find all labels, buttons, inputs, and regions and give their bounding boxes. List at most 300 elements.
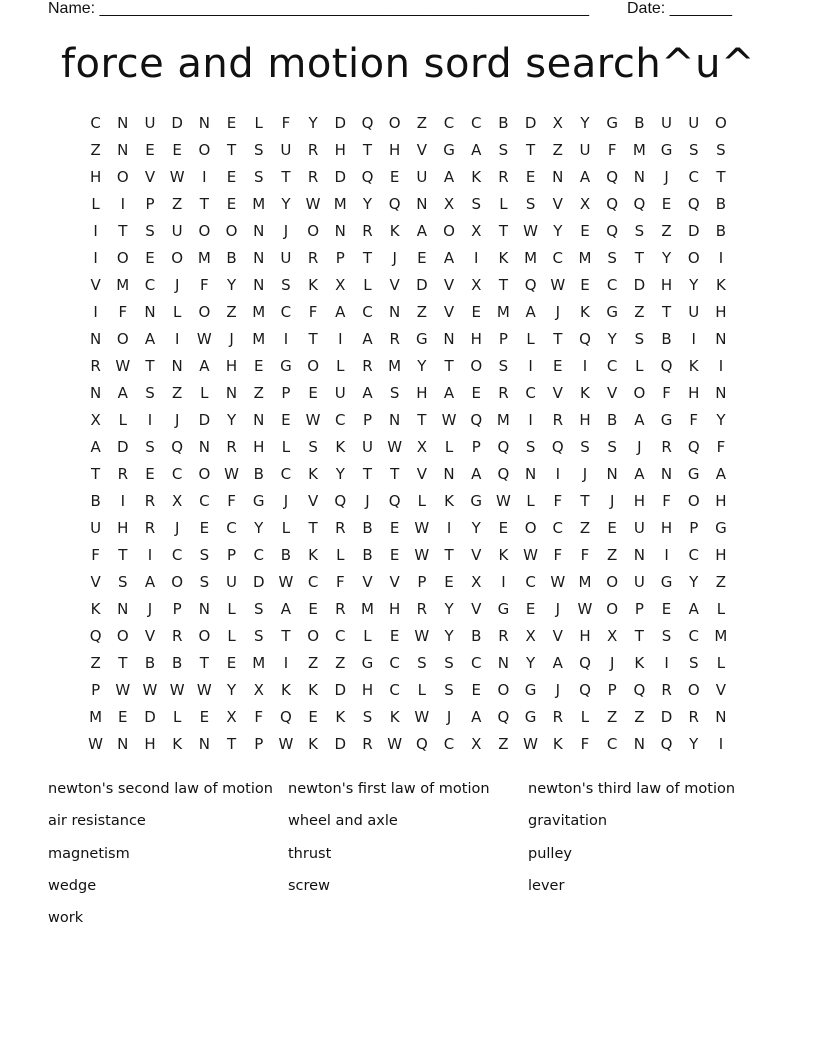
grid-letter: O [225,222,238,240]
grid-letter: K [280,681,291,699]
grid-letter: A [144,330,156,348]
grid-letter: L [580,708,590,726]
grid-letter: A [634,411,645,429]
grid-letter: T [634,249,644,267]
grid-letter: K [308,276,319,294]
grid-letter: J [637,438,642,456]
grid-letter: M [496,303,510,321]
grid-letter: E [607,519,617,537]
grid-letter: Q [497,465,510,483]
grid-letter: Y [226,276,237,294]
grid-letter: L [336,357,345,375]
grid-letter: E [172,141,182,159]
grid-letter: E [308,384,318,402]
grid-letter: J [555,681,560,699]
grid-letter: N [198,735,210,753]
grid-letter: J [229,330,234,348]
grid-letter: X [471,573,482,591]
grid-letter: I [446,519,452,537]
grid-letter: S [417,654,427,672]
grid-letter: B [661,330,672,348]
grid-letter: X [471,222,482,240]
grid-letter: N [198,114,210,132]
grid-letter: S [607,249,617,267]
grid-letter: Y [471,519,481,537]
grid-letter: M [714,627,728,645]
grid-letter: W [387,735,403,753]
grid-letter: Z [607,546,618,564]
grid-letter: V [471,600,482,618]
grid-letter: U [90,519,102,537]
grid-letter: D [416,276,428,294]
grid-letter: C [688,168,699,186]
grid-letter: Z [90,654,101,672]
grid-letter: Q [579,681,591,699]
grid-letter: U [416,168,428,186]
grid-letter: J [365,492,370,510]
grid-letter: S [634,330,645,348]
grid-letter: E [308,600,318,618]
grid-letter: N [253,411,265,429]
grid-letter: R [416,600,428,618]
grid-letter: N [198,600,210,618]
grid-letter: T [362,465,373,483]
grid-letter: V [552,627,563,645]
date-label: Date: [627,0,666,17]
grid-letter: U [661,114,673,132]
grid-letter: K [308,465,319,483]
grid-letter: K [715,276,726,294]
grid-letter: T [226,735,237,753]
grid-letter: O [116,627,129,645]
grid-letter: S [688,654,699,672]
grid-letter: N [633,546,645,564]
grid-letter: Q [579,330,591,348]
grid-letter: E [525,600,536,618]
grid-row [82,380,736,407]
grid-letter: B [715,222,727,240]
grid-letter: H [470,330,482,348]
grid-letter: M [360,600,374,618]
grid-letter: Z [335,654,346,672]
grid-letter: Z [579,519,591,537]
grid-letter: X [226,708,237,726]
grid-letter: F [580,735,590,753]
grid-letter: E [471,681,481,699]
grid-letter: N [416,195,428,213]
grid-letter: C [253,546,264,564]
grid-letter: O [198,303,211,321]
grid-letter: F [716,438,726,456]
grid-letter: Y [526,654,536,672]
grid-letter: Q [334,492,347,510]
grid-letter: U [334,384,346,402]
grid-letter: Q [497,438,510,456]
grid-letter: S [253,600,264,618]
grid-letter: Y [226,681,237,699]
grid-letter: P [471,438,481,456]
grid-letter: D [334,168,347,186]
grid-letter: U [361,438,373,456]
grid-row [82,218,736,245]
grid-letter: O [443,222,455,240]
grid-letter: O [715,114,727,132]
grid-letter: U [579,141,591,159]
grid-letter: S [498,357,509,375]
grid-letter: D [334,681,347,699]
grid-letter: J [147,600,153,618]
grid-letter: B [253,465,264,483]
grid-letter: G [280,357,292,375]
grid-letter: X [579,195,591,213]
grid-letter: U [688,114,700,132]
grid-letter: H [633,492,645,510]
grid-letter: N [524,465,537,483]
grid-letter: A [471,465,482,483]
grid-letter: W [115,681,131,699]
grid-letter: L [91,195,100,213]
grid-letter: R [688,708,699,726]
grid-letter: E [661,195,672,213]
grid-letter: C [280,465,292,483]
grid-letter: K [335,708,346,726]
grid-letter: Z [90,141,101,159]
grid-letter: T [580,492,590,510]
grid-letter: Y [362,195,373,213]
grid-letter: B [226,249,237,267]
grid-letter: B [362,546,373,564]
grid-letter: H [660,519,673,537]
grid-letter: J [392,249,397,267]
grid-letter: C [470,654,482,672]
grid-letter: L [417,681,427,699]
grid-letter: R [144,519,156,537]
grid-letter: E [389,168,400,186]
grid-letter: R [362,222,373,240]
grid-letter: T [634,627,644,645]
grid-letter: O [198,141,211,159]
grid-letter: W [414,708,430,726]
grid-letter: N [715,384,727,402]
grid-letter: A [579,168,591,186]
grid-letter: S [253,627,264,645]
grid-letter: Y [417,357,427,375]
grid-letter: R [117,465,128,483]
grid-letter: L [716,600,726,618]
grid-letter: A [552,654,563,672]
grid-letter: H [361,681,374,699]
grid-letter: Y [281,195,291,213]
grid-letter: O [606,573,619,591]
grid-row [82,542,736,569]
grid-letter: B [715,195,727,213]
grid-letter: C [226,519,237,537]
grid-letter: G [660,411,673,429]
grid-letter: C [606,735,618,753]
grid-letter: Y [335,465,345,483]
grid-letter: H [334,141,346,159]
grid-letter: X [335,276,346,294]
grid-letter: T [444,546,454,564]
grid-letter: X [552,114,563,132]
grid-letter: Z [715,573,727,591]
grid-letter: J [446,708,452,726]
grid-letter: T [661,303,672,321]
grid-letter: Q [524,276,537,294]
grid-letter: P [335,249,345,267]
grid-letter: E [389,546,400,564]
grid-letter: D [633,276,646,294]
grid-letter: M [89,708,103,726]
grid-letter: N [334,222,346,240]
grid-letter: Z [307,654,319,672]
grid-letter: J [664,168,669,186]
grid-letter: Q [606,222,619,240]
grid-letter: W [305,195,321,213]
grid-letter: Y [308,114,318,132]
grid-letter: B [144,654,156,672]
grid-letter: X [90,411,101,429]
grid-letter: B [634,114,645,132]
grid-letter: I [555,465,560,483]
grid-letter: M [388,357,402,375]
grid-letter: W [577,600,593,618]
grid-letter: E [471,303,481,321]
grid-letter: O [116,330,129,348]
grid-letter: Q [687,438,700,456]
grid-letter: H [389,600,401,618]
grid-letter: W [169,681,185,699]
grid-letter: T [498,276,508,294]
grid-letter: F [553,492,563,510]
grid-letter: O [633,384,646,402]
grid-letter: S [389,384,400,402]
grid-letter: I [474,249,479,267]
grid-letter: N [715,708,727,726]
grid-letter: W [305,411,321,429]
grid-letter: Q [361,168,374,186]
grid-letter: W [169,168,185,186]
name-field [48,0,589,18]
grid-letter: G [660,573,673,591]
grid-letter: R [498,384,509,402]
grid-letter: P [417,573,427,591]
grid-letter: I [283,330,289,348]
grid-letter: Z [634,303,645,321]
grid-row [82,299,736,326]
grid-letter: O [497,681,510,699]
grid-letter: S [281,276,291,294]
grid-letter: W [88,735,104,753]
grid-letter: L [254,114,263,132]
grid-letter: I [582,357,588,375]
grid-letter: N [389,303,401,321]
grid-letter: T [716,168,726,186]
grid-letter: T [281,627,291,645]
grid-letter: X [172,492,183,510]
letter-grid [82,110,736,758]
grid-letter: T [281,168,291,186]
word-list [48,777,768,938]
grid-letter: E [145,141,155,159]
grid-letter: E [199,519,210,537]
grid-letter: H [715,303,727,321]
grid-letter: V [389,573,400,591]
grid-letter: R [307,249,319,267]
grid-letter: P [607,681,617,699]
grid-letter: U [171,222,183,240]
grid-letter: N [225,384,238,402]
page-title: force and motion sord search^u^ [60,41,756,87]
word-list-item: magnetism [48,845,130,862]
grid-letter: L [281,438,291,456]
grid-letter: E [417,249,427,267]
grid-letter: X [607,627,618,645]
grid-letter: P [172,600,182,618]
grid-letter: D [334,735,347,753]
grid-letter: W [278,735,294,753]
grid-letter: S [253,168,264,186]
grid-letter: R [307,168,319,186]
grid-letter: J [283,492,289,510]
grid-letter: Y [580,114,590,132]
grid-letter: R [90,357,101,375]
grid-letter: H [117,519,129,537]
grid-letter: V [362,573,373,591]
grid-letter: A [471,708,482,726]
grid-letter: Y [689,276,699,294]
grid-letter: R [335,519,346,537]
grid-letter: K [688,357,699,375]
grid-letter: V [443,276,455,294]
grid-letter: W [196,330,212,348]
grid-letter: A [634,465,645,483]
grid-letter: W [278,573,294,591]
grid-letter: I [120,195,125,213]
grid-letter: A [144,573,156,591]
grid-letter: O [470,357,483,375]
grid-letter: B [280,546,292,564]
grid-letter: T [118,546,128,564]
grid-letter: Z [253,384,264,402]
grid-letter: R [307,141,319,159]
grid-letter: O [198,222,211,240]
grid-letter: G [606,114,618,132]
word-list-item: newton's third law of motion [528,781,736,797]
grid-letter: R [552,411,563,429]
grid-letter: W [414,519,430,537]
grid-letter: S [199,573,210,591]
grid-letter: S [498,141,509,159]
grid-row [82,353,736,380]
grid-letter: S [634,222,645,240]
grid-letter: L [336,546,345,564]
grid-letter: S [444,681,454,699]
grid-letter: Q [497,708,510,726]
grid-letter: J [555,303,560,321]
grid-letter: A [280,600,292,618]
grid-letter: X [525,627,536,645]
grid-letter: D [687,222,700,240]
grid-letter: P [689,519,699,537]
name-blank: _______________________________________________________ [99,0,589,17]
grid-letter: S [716,141,726,159]
grid-letter: V [552,384,563,402]
grid-letter: N [497,654,510,672]
grid-letter: C [335,627,346,645]
grid-letter: R [552,708,563,726]
grid-letter: E [580,222,590,240]
grid-letter: G [497,600,510,618]
grid-letter: H [660,276,673,294]
grid-letter: B [90,492,101,510]
grid-letter: H [144,735,156,753]
grid-letter: Y [553,222,563,240]
grid-row [82,137,736,164]
grid-letter: P [498,330,508,348]
grid-letter: F [662,492,671,510]
grid-letter: W [142,681,158,699]
grid-letter: T [553,330,563,348]
grid-letter: S [525,438,536,456]
grid-letter: M [252,654,266,672]
grid-letter: D [198,411,211,429]
grid-letter: O [687,492,700,510]
grid-letter: G [660,141,673,159]
grid-letter: Q [415,735,428,753]
grid-letter: T [526,141,536,159]
grid-letter: S [580,438,590,456]
grid-letter: A [715,465,727,483]
grid-letter: G [524,681,537,699]
grid-letter: N [89,384,102,402]
grid-letter: L [526,492,535,510]
grid-letter: H [579,627,591,645]
grid-letter: F [580,546,590,564]
grid-letter: V [443,303,455,321]
grid-letter: W [115,357,131,375]
grid-letter: A [362,330,373,348]
grid-row [82,326,736,353]
grid-letter: A [471,141,482,159]
grid-letter: W [414,627,430,645]
grid-letter: G [252,492,265,510]
word-list-item: pulley [528,845,572,862]
grid-letter: C [606,357,618,375]
grid-letter: E [199,708,210,726]
word-list-item: air resistance [48,813,146,830]
grid-letter: O [687,249,700,267]
grid-letter: S [661,627,672,645]
grid-letter: S [118,573,128,591]
grid-letter: L [716,654,726,672]
grid-letter: J [174,411,180,429]
grid-letter: T [226,141,237,159]
grid-letter: Y [444,600,454,618]
grid-letter: O [307,627,319,645]
grid-letter: E [498,519,509,537]
grid-letter: R [362,735,373,753]
grid-letter: I [718,249,724,267]
grid-letter: X [253,681,264,699]
grid-letter: T [199,654,209,672]
grid-letter: E [226,195,237,213]
grid-letter: C [552,249,564,267]
grid-letter: W [196,681,212,699]
grid-letter: S [145,222,155,240]
grid-letter: F [607,141,617,159]
grid-letter: F [281,114,291,132]
